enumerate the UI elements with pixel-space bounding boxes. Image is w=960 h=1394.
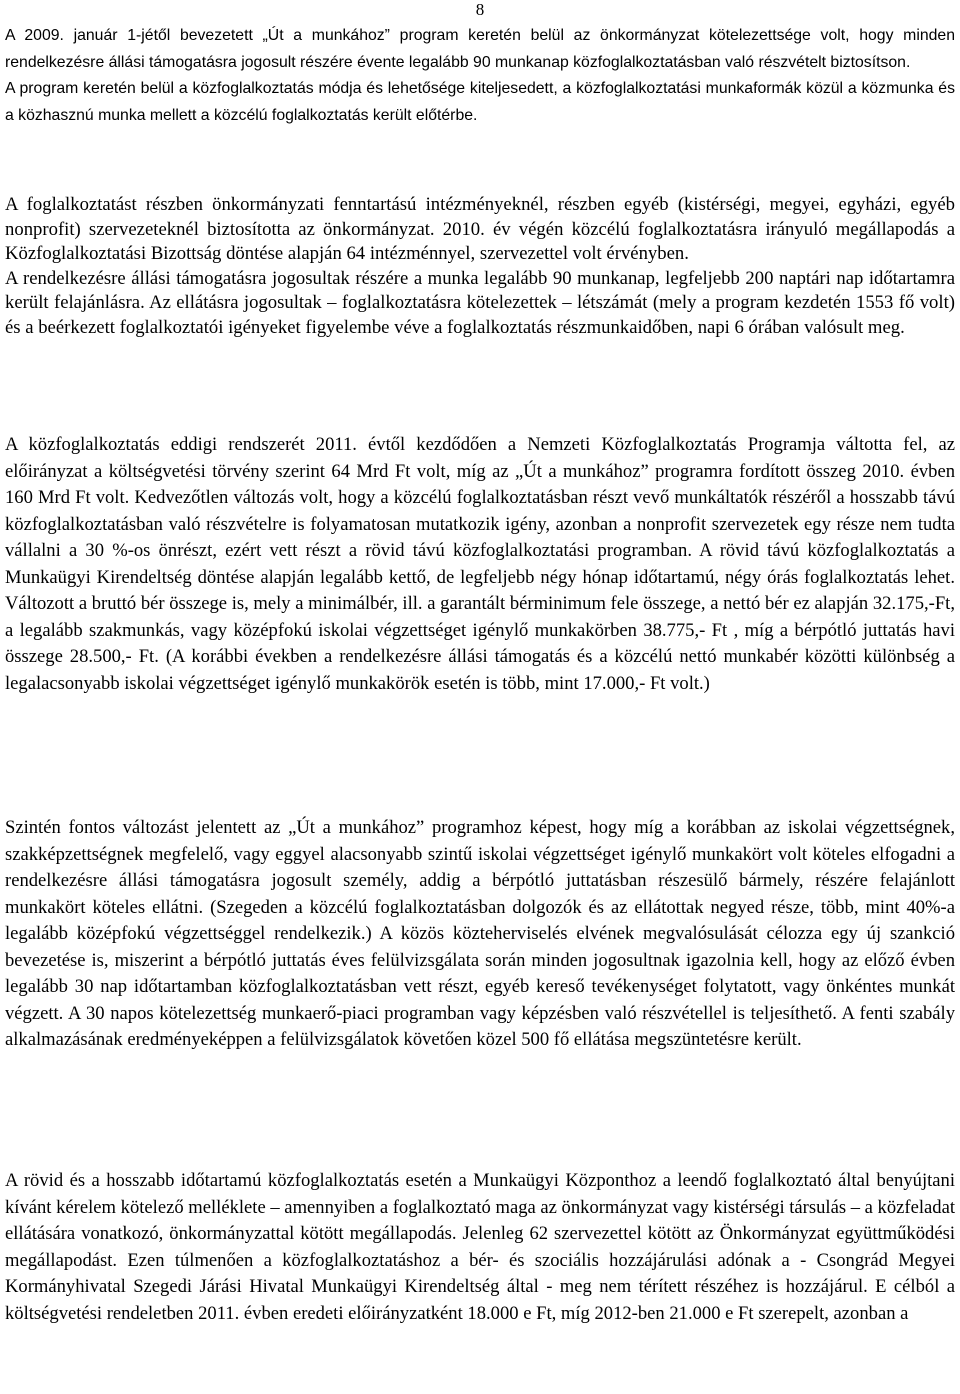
paragraph: A közfoglalkoztatás eddigi rendszerét 2011. évtől kezdődően a Nemzeti Közfoglalkoztatás Programja váltotta fel, az előirányzat a költségvetési törvény szerint 64 Mrd Ft volt, míg az „Út a munkához” programra fordított összeg 2010. évben 160 Mrd Ft volt. Kedvezőtlen változás volt, hogy a közcélú foglalkoztatásban részt vevő munkáltatók részéről a hosszabb távú közfoglalkoztatásban való részvételre is folyamatosan mutatkozik igény, azonban a nonprofit szervezetek egy része nem tudta vállalni a 30 %-os önrészt, ezért vett részt a rövid távú közfoglalkoztatási programban. A rövid távú közfoglalkoztatás a Munkaügyi Kirendeltség döntése alapján legalább kettő, de legfeljebb négy hónap időtartamú, négy órás foglalkoztatás lehet. Változott a bruttó bér összege is, mely a minimálbér, ill. a garantált bérminimum fele összege, a nettó bér ez alapján 32.175,-Ft, a legalább szakmunkás, vagy középfokú iskolai végzettséget igénylő munkakörben 38.775,- Ft , míg a bérpótló juttatás havi összege 28.500,- Ft. (A korábbi években a rendelkezésre állási támogatás és a közcélú nettó munkabér közötti különbség a legalacsonyabb iskolai végzettséget igénylő munkakörök esetén is több, mint 17.000,- Ft volt.) [5, 434, 955, 694]
paragraph: Szintén fontos változást jelentett az „Út a munkához” programhoz képest, hogy míg a korábban az iskolai végzettségnek, szakképzettségnek megfelelő, vagy eggyel alacsonyabb szintű iskolai végzettséget igénylő munkakört volt köteles elfogadni a rendelkezésre állási támogatásra jogosult személy, addig a bérpótló juttatásban részesülő bármely, részére felajánlott munkakört köteles ellátni. (Szegeden a közcélú foglalkoztatásban dolgozók és az ellátottak negyed része, több, mint 40%-a legalább középfokú végzettséggel rendelkezik.) A közös közteherviselés elvének megvalósulását célozza egy új szankció bevezetése is, miszerint a bérpótló juttatás éves felülvizsgálata során minden jogosultnak igazolnia kell, hogy az előző évben legalább 30 nap időtartamban közfoglalkoztatásban vett részt, egyéb kereső tevékenységet folytatott, vagy önkéntes munkát végzett. A 30 napos kötelezettség munkaerő-piaci programban vagy képzésben való részvétellel is teljesíthető. A fenti szabály alkalmazásának eredményeképpen a felülvizsgálatok követően közel 500 fő ellátása megszüntetésre került. [5, 817, 955, 1050]
paragraph: A rövid és a hosszabb időtartamú közfoglalkoztatás esetén a Munkaügyi Központhoz a leendő foglalkoztató által benyújtani kívánt kérelem kötelező melléklete – amennyiben a foglalkoztató maga az önkormányzat vagy kistérségi társulás – a közfeladat ellátására vonatkozó, önkormányzattal kötött megállapodás. Jelenleg 62 szervezettel kötött az Önkormányzat együttműködési megállapodást. Ezen túlmenően a közfoglalkoztatáshoz a bér- és szociális hozzájárulási adónak a - Csongrád Megyei Kormányhivatal Szegedi Járási Hivatal Munkaügyi Kirendeltség által - meg nem térített részéhez is hozzájárul. E célból a költségvetési rendeletben 2011. évben eredeti előirányzatként 18.000 e Ft, míg 2012-ben 21.000 e Ft szerepelt, azonban a [5, 1170, 955, 1324]
paragraph: A 2009. január 1-jétől bevezetett „Út a munkához” program keretén belül az önkormányzat kötelezettsége volt, hogy minden rendelkezésre állási támogatásra jogosult részére évente legalább 90 munkanap közfoglalkoztatásban való részvételt biztosítson. [5, 27, 955, 71]
paragraph: A rendelkezésre állási támogatásra jogosultak részére a munka legalább 90 munkanap, legfeljebb 200 naptári nap időtartamra került felajánlásra. Az ellátásra jogosultak – foglalkoztatásra kötelezettek – létszámát (mely a program kezdetén 1553 fő volt) és a beérkezett foglalkoztatói igényeket figyelembe véve a foglalkoztatás részmunkaidőben, napi 6 órában valósult meg. [5, 267, 955, 338]
paragraph-block-agreements [5, 1168, 955, 1327]
paragraph-block-employment [5, 193, 955, 341]
paragraph-block-changes [5, 815, 955, 1054]
page-number: 8 [475, 0, 485, 19]
paragraph-block-program [5, 432, 955, 697]
paragraph-intro [5, 23, 955, 129]
paragraph: A foglalkoztatást részben önkormányzati fenntartású intézményeknél, részben egyéb (kistérségi, megyei, egyházi, egyéb nonprofit) szervezeteknél biztosította az önkormányzat. 2010. év végén közcélú foglalkoztatásra irányuló megállapodás a Közfoglalkoztatási Bizottság döntése alapján 64 intézménnyel, szervezettel volt érvényben. [5, 194, 955, 265]
paragraph: A program keretén belül a közfoglalkoztatás módja és lehetősége kiteljesedett, a közfoglalkoztatási munkaformák közül a közmunka és a közhasznú munka mellett a közcélú foglalkoztatás került előtérbe. [5, 80, 955, 124]
